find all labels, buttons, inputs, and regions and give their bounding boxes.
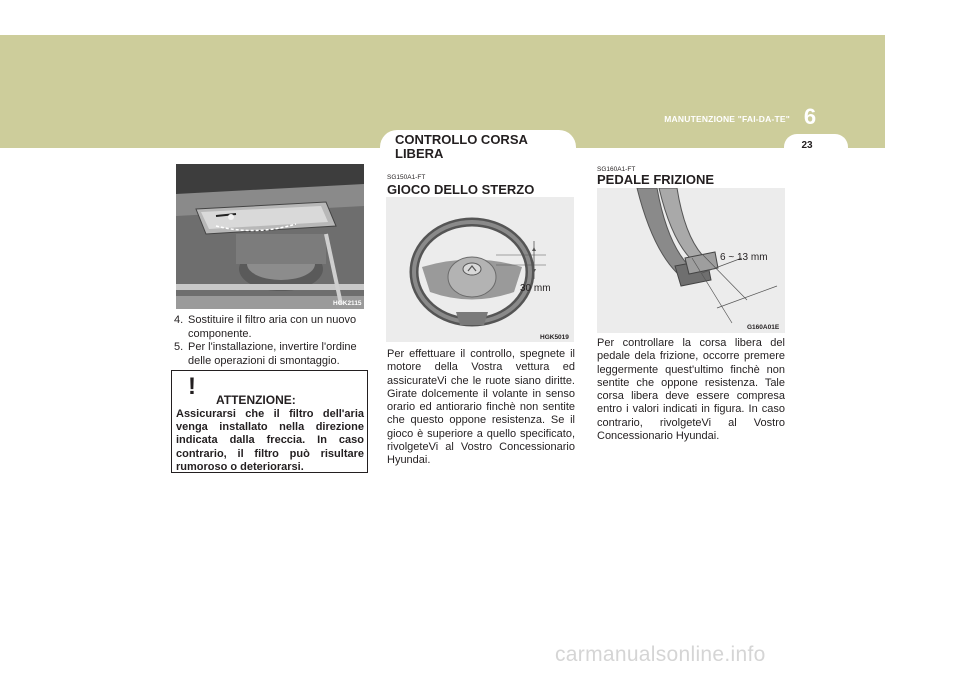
air-filter-photo	[176, 164, 364, 309]
steering-wheel-figure	[386, 197, 574, 342]
chapter-number: 6	[803, 104, 817, 129]
warning-title: ATTENZIONE:	[216, 393, 296, 407]
figure-code: HGK5019	[540, 334, 569, 341]
warning-text: Assicurarsi che il filtro dell'aria venga installato nella direzione indicata dalla freccia. In caso contrario, il filtro può risultare rumoroso o deteriorarsi.	[176, 408, 364, 473]
figure-code: G160A01E	[747, 324, 780, 331]
steering-wheel-illustration	[386, 197, 574, 342]
section-title: CONTROLLO CORSA LIBERA	[395, 132, 528, 161]
air-filter-illustration	[176, 164, 364, 309]
steering-heading: GIOCO DELLO STERZO	[387, 182, 535, 197]
section-code: SG150A1-FT	[387, 174, 426, 181]
steering-body-text: Per effettuare il controllo, spegnete il motore della Vostra vettura ed assicurateVi che le ruote siano diritte. Girate dolcemente il volante in senso orario ed antiorario finchè non sentite che questo oppone resistenza. Se il gioco è superiore a quello specificato, rivolgeteVi al Vostro Concessionario Hyundai.	[387, 348, 575, 467]
clutch-body-text: Per controllare la corsa libera del pedale dela frizione, occorre premere leggermente quest'ultimo finchè non sentite che oppone resistenza. Tale corsa libera deve essere compresa entro i valori indicati in figura. In caso contrario, rivolgeteVi al Vostro Concessionario Hyundai.	[597, 337, 785, 443]
list-item	[174, 314, 366, 341]
step-text: Per l'installazione, invertire l'ordine delle operazioni di smontaggio.	[188, 341, 357, 367]
page-number: 23	[801, 140, 813, 151]
warning-box	[171, 370, 368, 473]
figure-code: HGK2115	[333, 300, 362, 307]
svg-text:!: !	[188, 373, 196, 397]
section-code: SG160A1-FT	[597, 166, 636, 173]
clutch-heading: PEDALE FRIZIONE	[597, 172, 715, 187]
list-item	[174, 341, 366, 368]
figure-label: 6 ~ 13 mm	[720, 252, 768, 263]
chapter-title: MANUTENZIONE "FAI-DA-TE"	[664, 114, 790, 124]
figure-label: 30 mm	[520, 283, 551, 294]
step-list	[174, 314, 366, 368]
warning-icon	[179, 373, 205, 397]
step-number: 5.	[174, 341, 184, 353]
step-text: Sostituire il filtro aria con un nuovo componente.	[188, 314, 357, 340]
watermark: carmanualsonline.info	[555, 643, 766, 666]
step-number: 4.	[174, 314, 184, 326]
